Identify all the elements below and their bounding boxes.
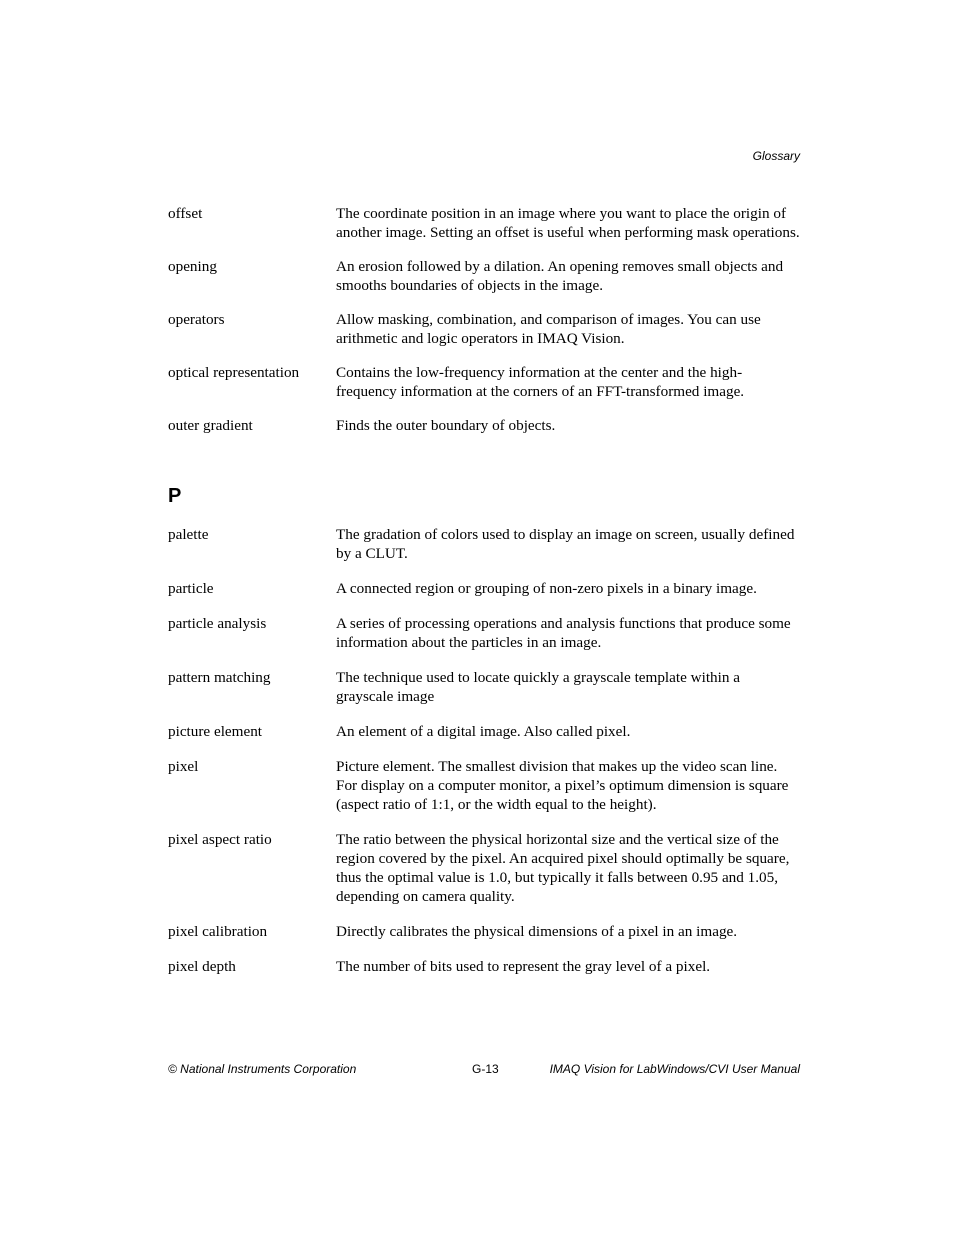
glossary-definition: An element of a digital image. Also called pixel. — [336, 723, 631, 740]
glossary-entry — [168, 722, 800, 741]
running-header: Glossary — [752, 149, 800, 163]
glossary-term: operators — [168, 311, 225, 328]
glossary-entry — [168, 310, 800, 348]
footer-manual-title: IMAQ Vision for LabWindows/CVI User Manual — [549, 1062, 800, 1076]
footer-copyright: © National Instruments Corporation — [168, 1062, 357, 1076]
glossary-term: pixel depth — [168, 958, 236, 975]
glossary-entry — [168, 668, 800, 706]
glossary-entry — [168, 614, 800, 652]
glossary-entry — [168, 830, 800, 906]
glossary-term: pixel calibration — [168, 923, 268, 940]
glossary-entry — [168, 525, 800, 563]
glossary-entry — [168, 957, 800, 976]
glossary-definition: The number of bits used to represent the gray level of a pixel. — [336, 958, 711, 975]
glossary-definition: The technique used to locate quickly a grayscale template within a grayscale image — [336, 669, 741, 705]
glossary-term: picture element — [168, 723, 263, 740]
glossary-entry — [168, 257, 800, 295]
glossary-term: opening — [168, 258, 217, 275]
glossary-definition: Directly calibrates the physical dimensions of a pixel in an image. — [336, 923, 738, 940]
glossary-term: offset — [168, 205, 203, 222]
glossary-entry — [168, 416, 800, 435]
glossary-term: pixel aspect ratio — [168, 831, 272, 848]
glossary-definition: The coordinate position in an image where you want to place the origin of another image. Setting an offset is useful when performing mask operations. — [336, 205, 800, 241]
glossary-definition: The ratio between the physical horizontal size and the vertical size of the region covered by the pixel. An acquired pixel should optimally be square, thus the optimal value is 1.0, but typically it falls between 0.95 and 1.05, depending on camera quality. — [336, 831, 790, 905]
glossary-entry — [168, 922, 800, 941]
glossary-definition: Finds the outer boundary of objects. — [336, 417, 556, 434]
glossary-definition: Picture element. The smallest division that makes up the video scan line. For display on a computer monitor, a pixel’s optimum dimension is square (aspect ratio of 1:1, or the width equal to the height). — [336, 758, 789, 813]
glossary-term: pattern matching — [168, 669, 271, 686]
glossary-term: palette — [168, 526, 209, 543]
glossary-definition: A connected region or grouping of non-zero pixels in a binary image. — [336, 580, 757, 597]
glossary-term: pixel — [168, 758, 199, 775]
glossary-entry — [168, 204, 800, 242]
glossary-definition: Allow masking, combination, and comparison of images. You can use arithmetic and logic operators in IMAQ Vision. — [336, 311, 761, 347]
glossary-entry — [168, 579, 800, 598]
glossary-entry — [168, 363, 800, 401]
section-heading: P — [168, 485, 182, 507]
glossary-term: particle — [168, 580, 214, 597]
glossary-definition: Contains the low-frequency information at the center and the high-frequency information at the corners of an FFT-transformed image. — [336, 364, 745, 400]
glossary-definition: The gradation of colors used to display an image on screen, usually defined by a CLUT. — [336, 526, 795, 562]
glossary-term: outer gradient — [168, 417, 253, 434]
glossary-section-p — [168, 525, 800, 976]
footer-page-number: G-13 — [472, 1062, 499, 1076]
glossary-definition: An erosion followed by a dilation. An opening removes small objects and smooths boundaries of objects in the image. — [336, 258, 784, 294]
glossary-term: optical representation — [168, 364, 300, 381]
glossary-entry — [168, 757, 800, 814]
glossary-term: particle analysis — [168, 615, 267, 632]
glossary-definition: A series of processing operations and analysis functions that produce some information about the particles in an image. — [336, 615, 791, 651]
glossary-section-o — [168, 204, 800, 435]
